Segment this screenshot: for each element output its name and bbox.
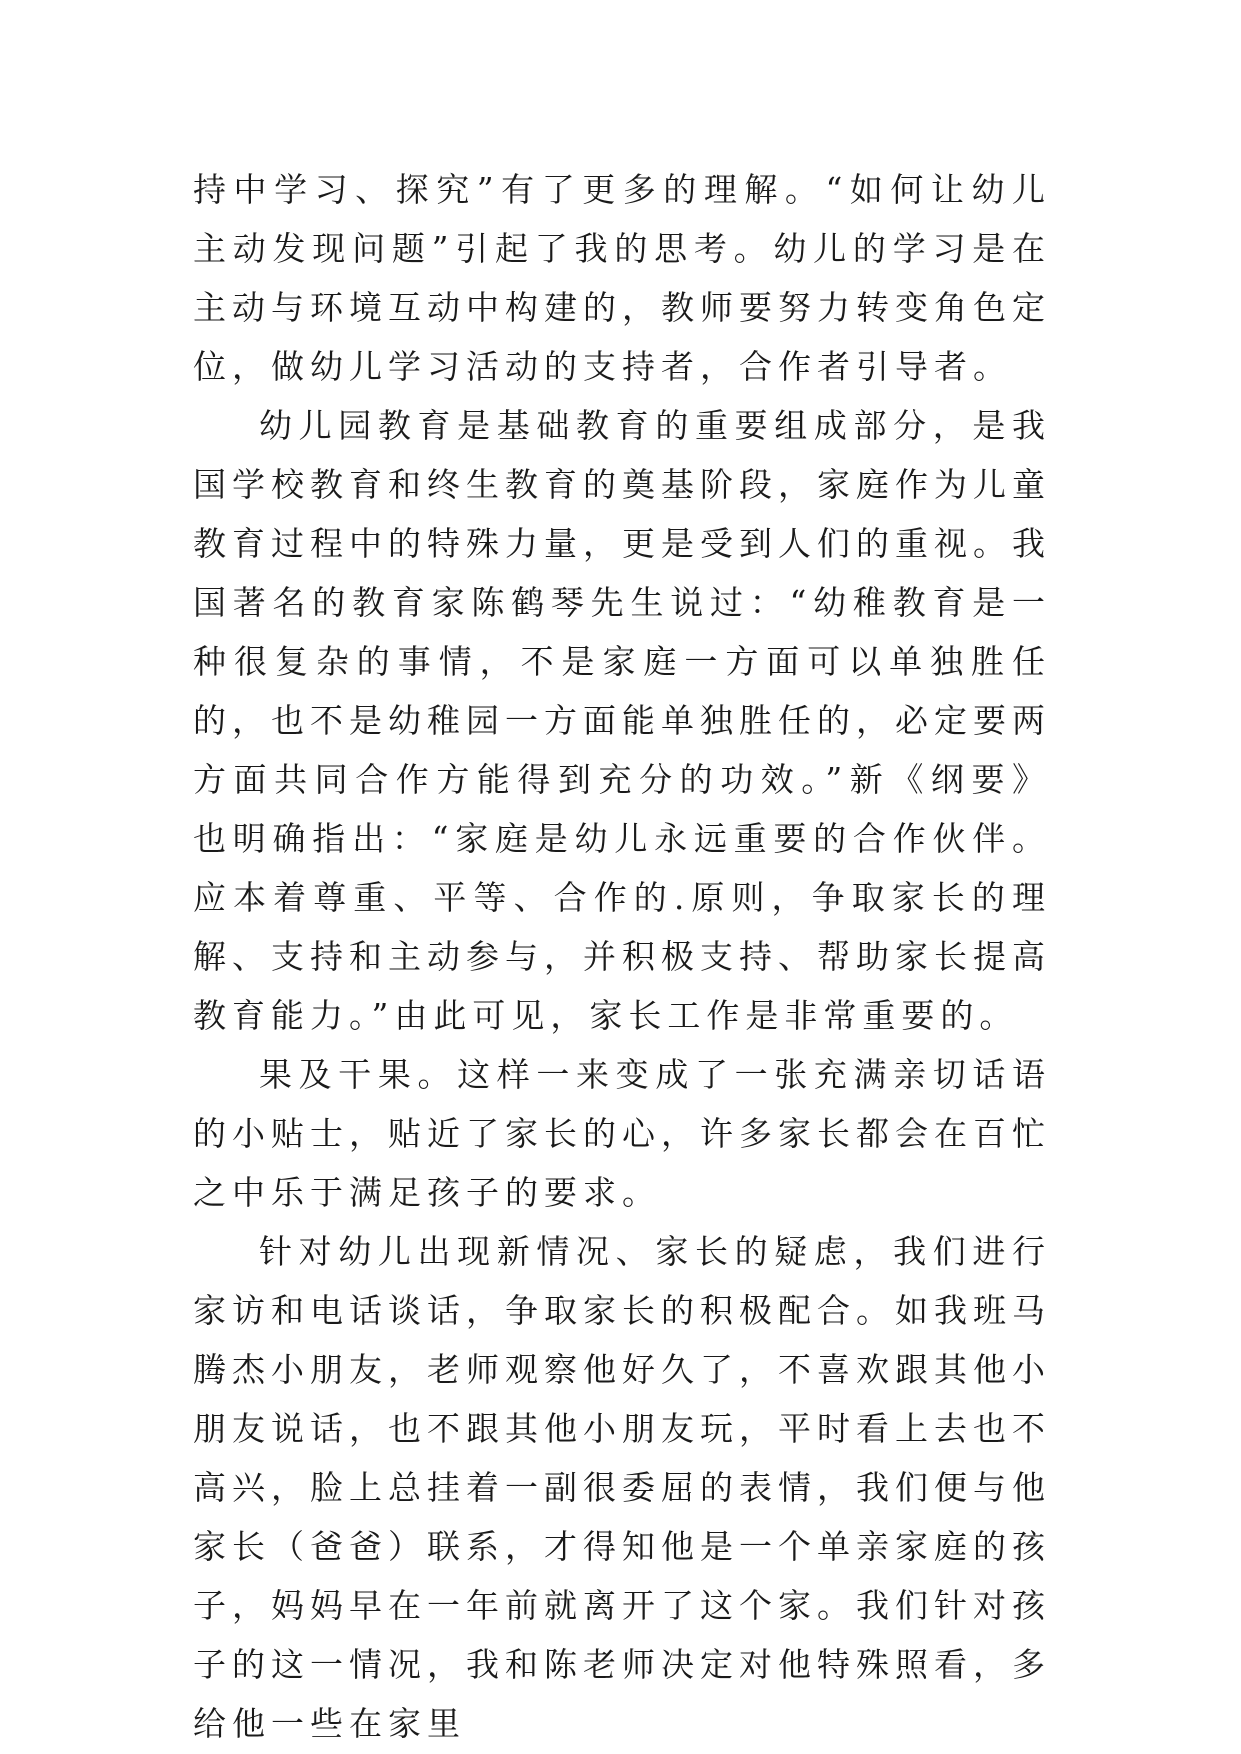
paragraph: 果及干果。这样一来变成了一张充满亲切话语的小贴士，贴近了家长的心，许多家长都会在百忙之中乐于满足孩子的要求。 [193,1055,1051,1212]
paragraph: 针对幼儿出现新情况、家长的疑虑，我们进行家访和电话谈话，争取家长的积极配合。如我班马腾杰小朋友，老师观察他好久了，不喜欢跟其他小朋友说话，也不跟其他小朋友玩，平时看上去也不高兴，脸上总挂着一副很委屈的表情，我们便与他家长（爸爸）联系，才得知他是一个单亲家庭的孩子，妈妈早在一年前就离开了这个家。我们针对孩子的这一情况，我和陈老师决定对他特殊照看，多给他一些在家里 [193,1232,1051,1743]
paragraph: 持中学习、探究”有了更多的理解。“如何让幼儿主动发现问题”引起了我的思考。幼儿的学习是在主动与环境互动中构建的，教师要努力转变角色定位，做幼儿学习活动的支持者，合作者引导者。 [193,170,1051,386]
paragraph: 幼儿园教育是基础教育的重要组成部分，是我国学校教育和终生教育的奠基阶段，家庭作为儿童教育过程中的特殊力量，更是受到人们的重视。我国著名的教育家陈鹤琴先生说过：“幼稚教育是一种很复杂的事情，不是家庭一方面可以单独胜任的，也不是幼稚园一方面能单独胜任的，必定要两方面共同合作方能得到充分的功效。”新《纲要》也明确指出：“家庭是幼儿永远重要的合作伙伴。应本着尊重、平等、合作的.原则，争取家长的理解、支持和主动参与，并积极支持、帮助家长提高教育能力。”由此可见，家长工作是非常重要的。 [193,406,1051,1035]
document-body [193,160,1051,1753]
